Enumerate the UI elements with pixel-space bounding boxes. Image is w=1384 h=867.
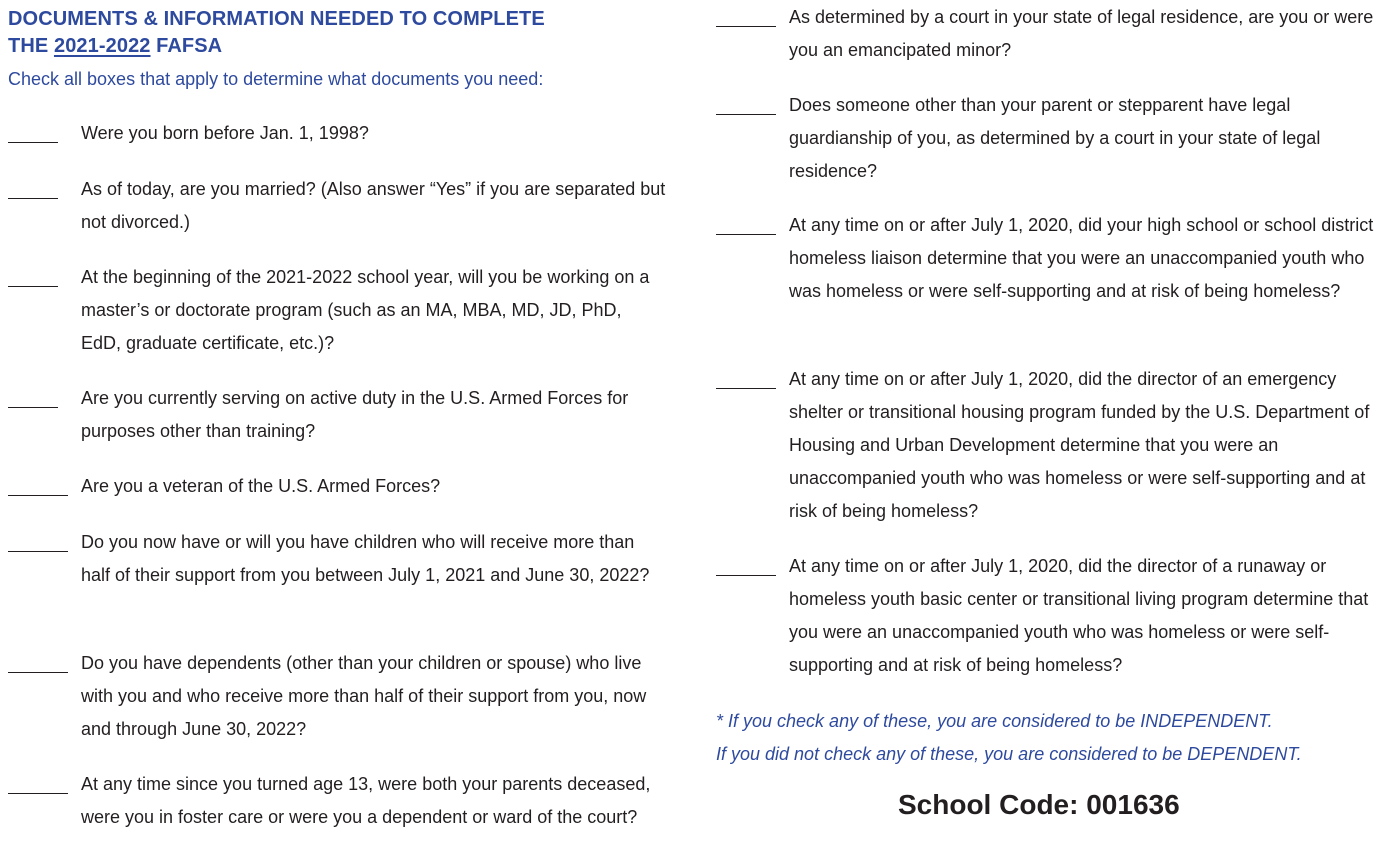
question-text: At any time on or after July 1, 2020, did the director of a runaway or homeless youth basic center or transitional living program determine that you were an unaccompanied youth who was homeless or were self-supporting and at risk of being homeless?: [789, 556, 1369, 675]
question-item: [716, 363, 1380, 528]
page-title: [8, 6, 545, 60]
question-item: [8, 526, 668, 625]
question-item: [8, 768, 668, 867]
question-text: At any time on or after July 1, 2020, did your high school or school district homeless liaison determine that you were an unaccompanied youth who was homeless or were self-supporting and at risk of being homeless?: [789, 215, 1374, 301]
answer-blank[interactable]: [8, 142, 58, 143]
note-independent: * If you check any of these, you are considered to be INDEPENDENT.: [716, 711, 1273, 731]
question-text: Does someone other than your parent or stepparent have legal guardianship of you, as determined by a court in your state of legal residence?: [789, 95, 1321, 181]
answer-blank[interactable]: [8, 495, 68, 496]
question-item: [8, 647, 668, 746]
answer-blank[interactable]: [8, 198, 58, 199]
question-text: At any time since you turned age 13, were both your parents deceased, were you in foster care or were you a dependent or ward of the court?: [81, 774, 651, 827]
instructions: Check all boxes that apply to determine what documents you need:: [8, 69, 544, 89]
question-item: [716, 1, 1380, 67]
answer-blank[interactable]: [8, 286, 58, 287]
question-item: [716, 89, 1380, 188]
question-item: [716, 209, 1380, 341]
title-prefix: THE: [8, 35, 54, 57]
question-text: As of today, are you married? (Also answer “Yes” if you are separated but not divorced.): [81, 179, 666, 232]
question-text: Do you have dependents (other than your children or spouse) who live with you and who receive more than half of their support from you, now and through June 30, 2022?: [81, 653, 647, 739]
answer-blank[interactable]: [8, 407, 58, 408]
question-item: [8, 382, 668, 448]
question-text: At any time on or after July 1, 2020, did the director of an emergency shelter or transitional housing program funded by the U.S. Department of Housing and Urban Development determine that you were an unaccompanied youth who was homeless or were self-supporting and at risk of being homeless?: [789, 369, 1370, 521]
question-text: Are you a veteran of the U.S. Armed Forces?: [81, 476, 441, 496]
answer-blank[interactable]: [716, 575, 776, 576]
result-note: [716, 705, 1302, 771]
question-item: [8, 117, 668, 151]
question-text: At the beginning of the 2021-2022 school year, will you be working on a master’s or doctorate program (such as an MA, MBA, MD, JD, PhD, EdD, graduate certificate, etc.)?: [81, 267, 650, 353]
answer-blank[interactable]: [8, 793, 68, 794]
question-text: As determined by a court in your state of legal residence, are you or were you an emancipated minor?: [789, 7, 1374, 60]
answer-blank[interactable]: [716, 234, 776, 235]
title-line-1: DOCUMENTS & INFORMATION NEEDED TO COMPLETE: [8, 8, 545, 30]
question-item: [8, 173, 668, 239]
question-text: Were you born before Jan. 1, 1998?: [81, 123, 369, 143]
title-suffix: FAFSA: [150, 35, 223, 57]
question-text: Are you currently serving on active duty in the U.S. Armed Forces for purposes other than training?: [81, 388, 629, 441]
school-code: School Code: 001636: [898, 789, 1180, 820]
answer-blank[interactable]: [716, 26, 776, 27]
question-item: [8, 261, 668, 360]
question-text: Do you now have or will you have children who will receive more than half of their support from you between July 1, 2021 and June 30, 2022?: [81, 532, 650, 585]
question-item: [8, 470, 668, 504]
answer-blank[interactable]: [716, 114, 776, 115]
note-dependent: If you did not check any of these, you are considered to be DEPENDENT.: [716, 744, 1302, 764]
question-item: [716, 550, 1380, 682]
answer-blank[interactable]: [8, 551, 68, 552]
answer-blank[interactable]: [716, 388, 776, 389]
title-year: 2021-2022: [53, 35, 151, 57]
answer-blank[interactable]: [8, 672, 68, 673]
